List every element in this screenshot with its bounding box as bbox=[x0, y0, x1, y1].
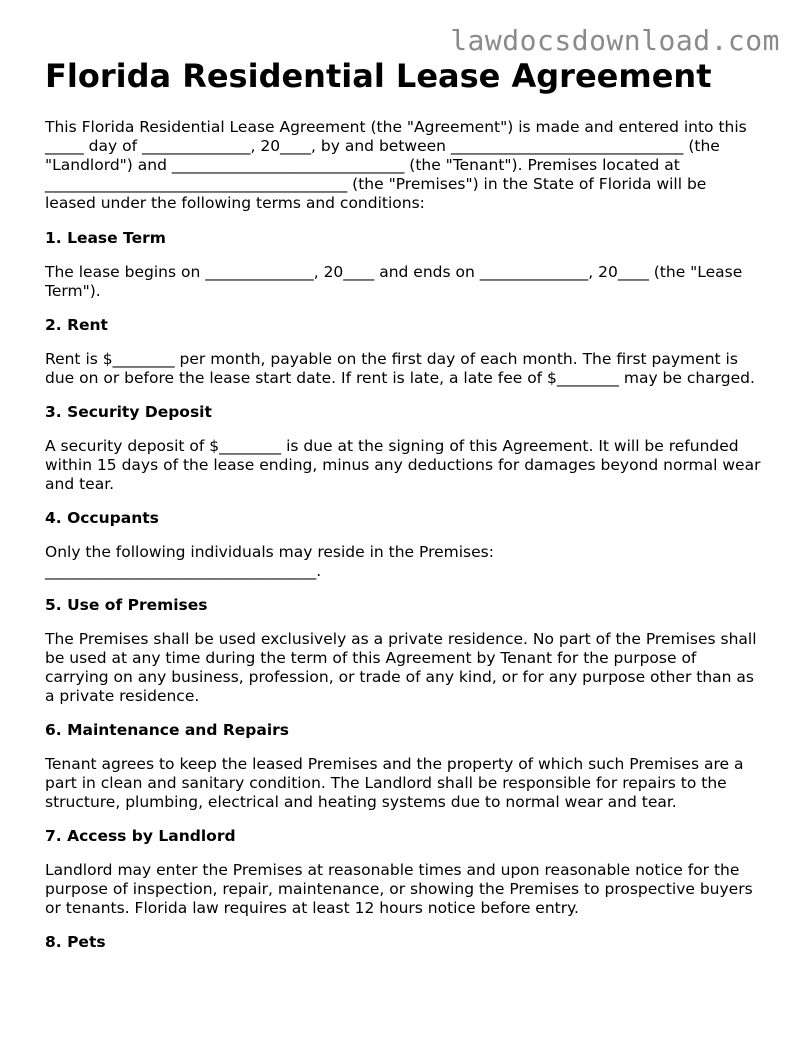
section-body: The Premises shall be used exclusively as a private residence. No part of the Premises shall be used at any time during the term of this Agreement by Tenant for the purpose of carrying on any business, profession, or trade of any kind, or for any purpose other than as a private residence. bbox=[45, 630, 757, 705]
section-body: Tenant agrees to keep the leased Premises and the property of which such Premises are a part in clean and sanitary condition. The Landlord shall be responsible for repairs to the structure, plumbing, electrical and heating systems due to normal wear and tear. bbox=[45, 755, 744, 811]
section-heading: 3. Security Deposit bbox=[45, 403, 212, 421]
section-security-deposit bbox=[45, 403, 761, 494]
section-heading: 6. Maintenance and Repairs bbox=[45, 721, 290, 739]
section-rent bbox=[45, 316, 761, 388]
intro-paragraph: This Florida Residential Lease Agreement (the "Agreement") is made and entered into this _____ day of ______________, 20____, by and between ______________________________ (the "Landlord") and ______________________________ (the "Tenant"). Premises located at _______________________________________ (the "Premises") in the State of Florida will be leased under the following terms and conditions: bbox=[45, 118, 747, 212]
document-title: Florida Residential Lease Agreement bbox=[45, 57, 712, 95]
section-maintenance-repairs bbox=[45, 721, 761, 812]
section-body: The lease begins on ______________, 20____ and ends on ______________, 20____ (the "Lease Term"). bbox=[45, 263, 743, 300]
section-body: Landlord may enter the Premises at reasonable times and upon reasonable notice for the purpose of inspection, repair, maintenance, or showing the Premises to prospective buyers or tenants. Florida law requires at least 12 hours notice before entry. bbox=[45, 861, 753, 917]
section-heading: 5. Use of Premises bbox=[45, 596, 208, 614]
section-body: Rent is $________ per month, payable on the first day of each month. The first payment is due on or before the lease start date. If rent is late, a late fee of $________ may be charged. bbox=[45, 350, 755, 387]
section-heading: 4. Occupants bbox=[45, 509, 159, 527]
site-watermark: lawdocsdownload.com bbox=[450, 24, 780, 57]
section-body: A security deposit of $________ is due at the signing of this Agreement. It will be refunded within 15 days of the lease ending, minus any deductions for damages beyond normal wear and tear. bbox=[45, 437, 761, 493]
document-page bbox=[45, 56, 761, 967]
section-heading: 7. Access by Landlord bbox=[45, 827, 236, 845]
section-heading: 2. Rent bbox=[45, 316, 108, 334]
section-lease-term bbox=[45, 229, 761, 301]
section-use-of-premises bbox=[45, 596, 761, 706]
section-pets bbox=[45, 933, 761, 952]
section-heading: 1. Lease Term bbox=[45, 229, 166, 247]
section-access-by-landlord bbox=[45, 827, 761, 918]
section-occupants bbox=[45, 509, 761, 581]
section-heading: 8. Pets bbox=[45, 933, 106, 951]
section-body: Only the following individuals may reside in the Premises: ___________________________________. bbox=[45, 543, 494, 580]
